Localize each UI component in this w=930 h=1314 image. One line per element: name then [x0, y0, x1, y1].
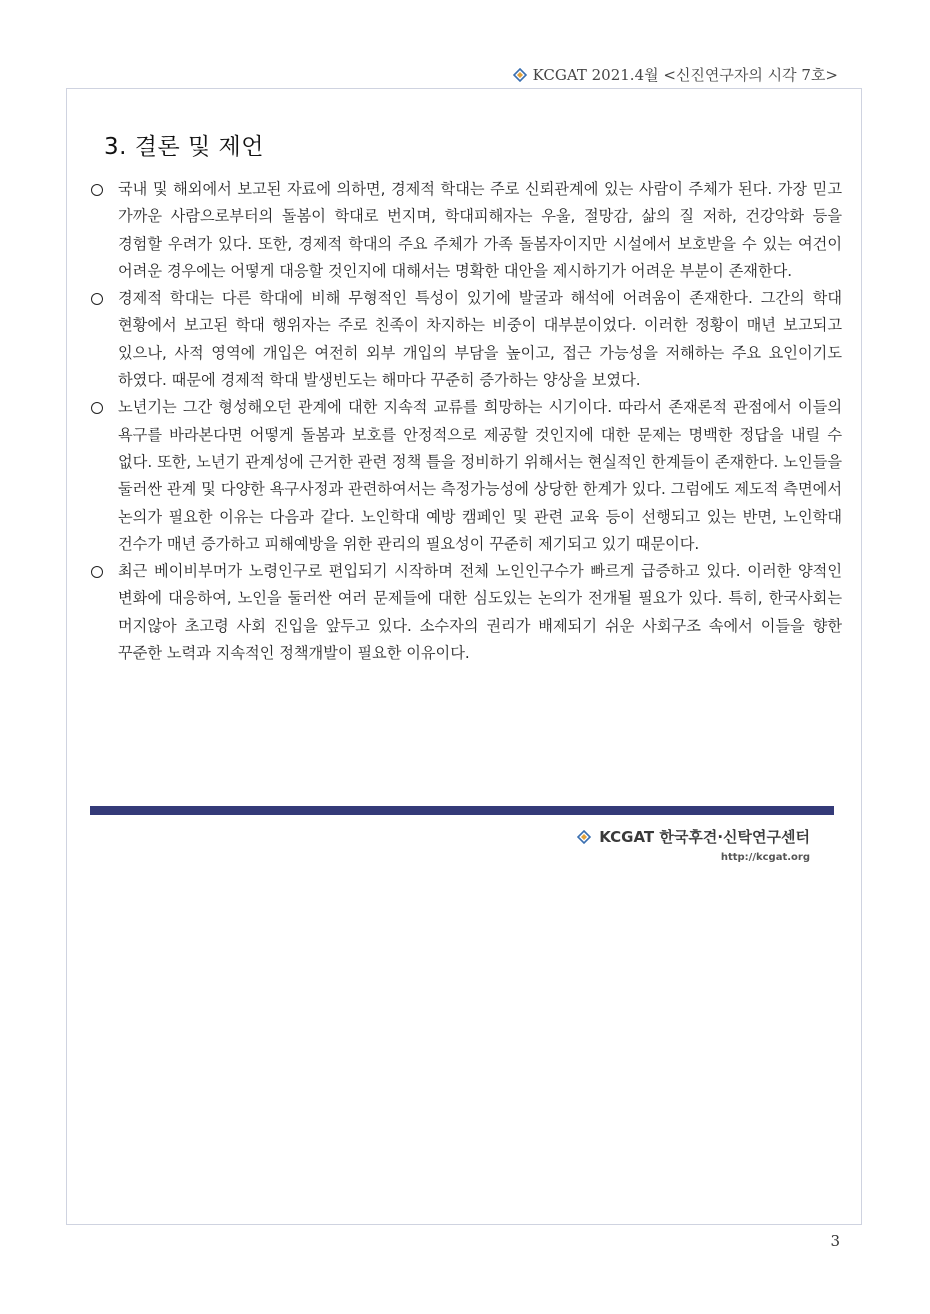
- paragraph-text: 경제적 학대는 다른 학대에 비해 무형적인 특성이 있기에 발굴과 해석에 어려움이 존재한다. 그간의 학대 현황에서 보고된 학대 행위자는 주로 친족이 차지하는 비중이 대부분이었다. 이러한 정황이 매년 보고되고 있으나, 사적 영역에 개입은 여전히 외부 개입의 부담을 높이고, 접근 가능성을 저해하는 주요 요인이기도 하였다. 때문에 경제적 학대 발생빈도는 해마다 꾸준히 증가하는 양상을 보였다.: [118, 289, 842, 390]
- footer-url[interactable]: http://kcgat.org: [720, 852, 810, 863]
- list-item: [90, 176, 842, 285]
- list-item: [90, 285, 842, 394]
- conclusion-list: [90, 176, 842, 667]
- paragraph-text: 최근 베이비부머가 노령인구로 편입되기 시작하며 전체 노인인구수가 빠르게 급증하고 있다. 이러한 양적인 변화에 대응하여, 노인을 둘러싼 여러 문제들에 대한 심도있는 논의가 전개될 필요가 있다. 특히, 한국사회는 머지않아 초고령 사회 진입을 앞두고 있다. 소수자의 권리가 배제되기 쉬운 사회구조 속에서 이들을 향한 꾸준한 노력과 지속적인 정책개발이 필요한 이유이다.: [118, 562, 842, 663]
- running-header: [513, 64, 838, 85]
- circle-bullet-icon: [91, 184, 103, 196]
- circle-bullet-icon: [91, 402, 103, 414]
- diamond-icon: [513, 68, 527, 82]
- list-item: [90, 394, 842, 558]
- circle-bullet-icon: [91, 566, 103, 578]
- diamond-icon: [577, 830, 591, 844]
- paragraph-text: 국내 및 해외에서 보고된 자료에 의하면, 경제적 학대는 주로 신뢰관계에 있는 사람이 주체가 된다. 가장 믿고 가까운 사람으로부터의 돌봄이 학대로 번지며, 학대피해자는 우울, 절망감, 삶의 질 저하, 건강악화 등을 경험할 우려가 있다. 또한, 경제적 학대의 주요 주체가 가족 돌봄자이지만 시설에서 보호받을 수 있는 여건이 어려운 경우에는 어떻게 대응할 것인지에 대해서는 명확한 대안을 제시하기가 어려운 부분이 존재한다.: [118, 180, 842, 280]
- footer-divider-bar: [90, 806, 834, 815]
- footer-org-name: KCGAT 한국후견·신탁연구센터: [599, 828, 810, 846]
- page-number: 3: [830, 1232, 840, 1250]
- circle-bullet-icon: [91, 293, 103, 305]
- footer-organization: [577, 826, 810, 847]
- paragraph-text: 노년기는 그간 형성해오던 관계에 대한 지속적 교류를 희망하는 시기이다. 따라서 존재론적 관점에서 이들의 욕구를 바라본다면 어떻게 돌봄과 보호를 안정적으로 제공할 것인지에 대한 문제는 명백한 정답을 내릴 수 없다. 또한, 노년기 관계성에 근거한 관련 정책 틀을 정비하기 위해서는 현실적인 한계들이 존재한다. 노인들을 둘러싼 관계 및 다양한 욕구사정과 관련하여서는 측정가능성에 상당한 한계가 있다. 그럼에도 제도적 측면에서 논의가 필요한 이유는 다음과 같다. 노인학대 예방 캠페인 및 관련 교육 등이 선행되고 있는 반면, 노인학대 건수가 매년 증가하고 피해예방을 위한 관리의 필요성이 꾸준히 제기되고 있기 때문이다.: [118, 398, 842, 553]
- header-text: KCGAT 2021.4월 <신진연구자의 시각 7호>: [532, 66, 838, 84]
- section-title: 3. 결론 및 제언: [104, 134, 264, 160]
- list-item: [90, 558, 842, 667]
